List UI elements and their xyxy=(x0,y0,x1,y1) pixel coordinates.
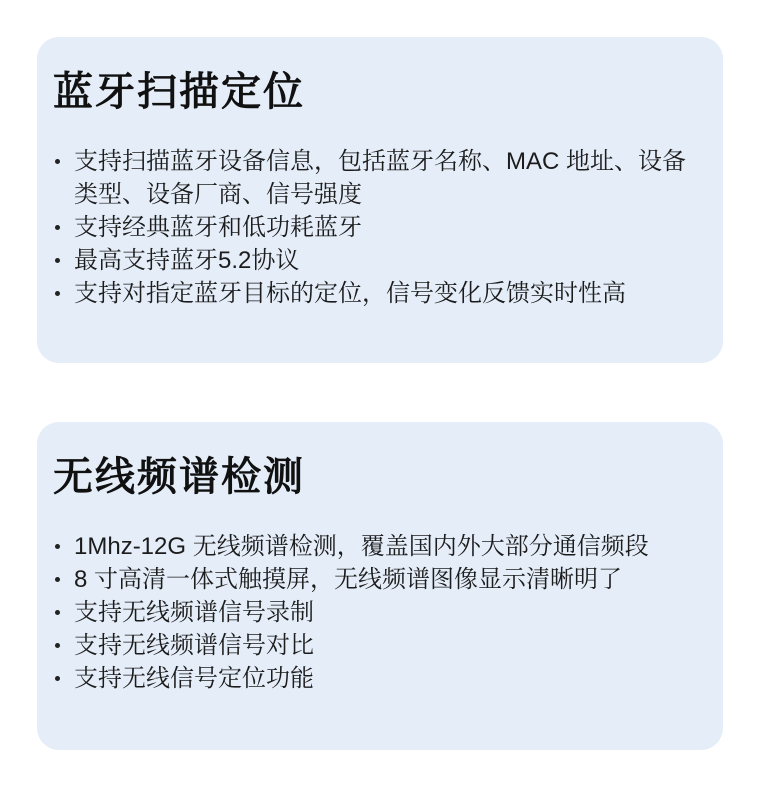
feature-list-spectrum-detection xyxy=(53,530,701,695)
bullet-dot-icon xyxy=(55,291,60,296)
feature-card-bluetooth-scan xyxy=(37,37,723,363)
list-item xyxy=(53,629,701,662)
list-item xyxy=(53,563,701,596)
feature-list-bluetooth-scan xyxy=(53,145,701,310)
bullet-text: 8 寸高清一体式触摸屏，无线频谱图像显示清晰明了 xyxy=(74,566,623,593)
bullet-text: 支持对指定蓝牙目标的定位，信号变化反馈实时性高 xyxy=(74,280,626,307)
bullet-dot-icon xyxy=(55,643,60,648)
bullet-dot-icon xyxy=(55,544,60,549)
bullet-text: 1Mhz-12G 无线频谱检测，覆盖国内外大部分通信频段 xyxy=(74,533,649,560)
list-item xyxy=(53,662,701,695)
bullet-dot-icon xyxy=(55,258,60,263)
feature-card-spectrum-detection xyxy=(37,422,723,750)
list-item xyxy=(53,145,701,211)
list-item xyxy=(53,244,701,277)
list-item xyxy=(53,530,701,563)
bullet-dot-icon xyxy=(55,577,60,582)
bullet-text: 支持经典蓝牙和低功耗蓝牙 xyxy=(74,214,362,241)
bullet-text: 支持无线频谱信号录制 xyxy=(74,599,314,626)
card-title-bluetooth-scan: 蓝牙扫描定位 xyxy=(53,70,305,114)
bullet-text: 支持无线信号定位功能 xyxy=(74,665,314,692)
bullet-dot-icon xyxy=(55,610,60,615)
bullet-text: 支持无线频谱信号对比 xyxy=(74,632,314,659)
bullet-dot-icon xyxy=(55,159,60,164)
bullet-text: 最高支持蓝牙5.2协议 xyxy=(74,247,300,274)
list-item xyxy=(53,277,701,310)
list-item xyxy=(53,211,701,244)
bullet-dot-icon xyxy=(55,225,60,230)
card-title-spectrum-detection: 无线频谱检测 xyxy=(53,455,305,499)
list-item xyxy=(53,596,701,629)
bullet-text: 支持扫描蓝牙设备信息，包括蓝牙名称、MAC 地址、设备类型、设备厂商、信号强度 xyxy=(74,148,686,208)
bullet-dot-icon xyxy=(55,676,60,681)
